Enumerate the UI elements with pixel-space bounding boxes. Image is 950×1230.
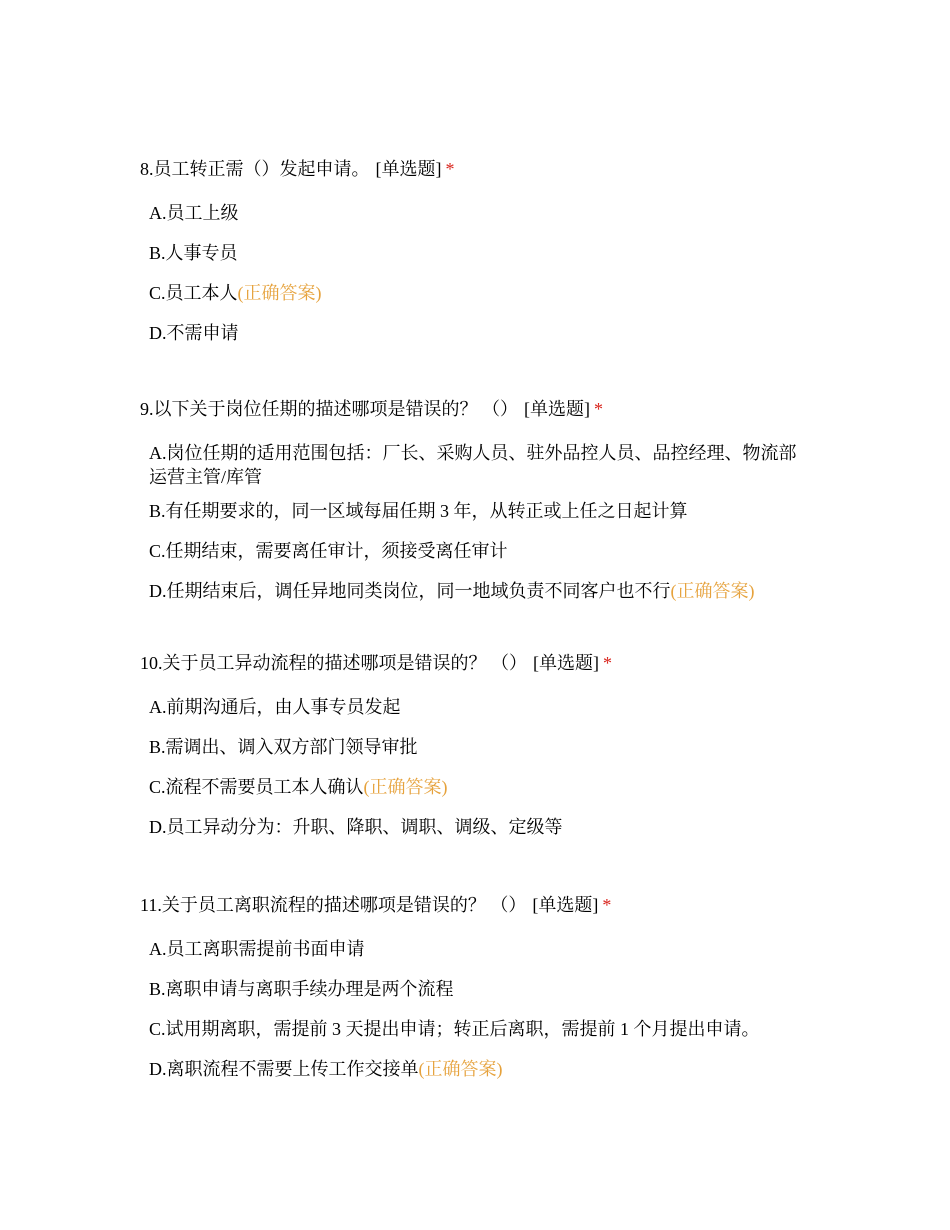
option-d[interactable] bbox=[149, 1057, 809, 1081]
required-mark: * bbox=[594, 399, 603, 419]
question-title bbox=[140, 397, 820, 421]
option-text: C.流程不需要员工本人确认 bbox=[149, 777, 364, 797]
question-text: 8.员工转正需（）发起申请。 bbox=[140, 159, 370, 179]
option-text: B.离职申请与离职手续办理是两个流程 bbox=[149, 979, 454, 999]
option-text: A.员工上级 bbox=[149, 203, 239, 223]
question-text: 10.关于员工异动流程的描述哪项是错误的？ （） bbox=[140, 653, 527, 673]
option-text: D.离职流程不需要上传工作交接单 bbox=[149, 1059, 419, 1079]
option-c[interactable] bbox=[149, 539, 809, 563]
required-mark: * bbox=[602, 895, 612, 915]
option-text: C.任期结束，需要离任审计，须接受离任审计 bbox=[149, 541, 508, 561]
option-a[interactable] bbox=[149, 441, 809, 489]
question-9 bbox=[140, 397, 820, 619]
option-text: D.任期结束后，调任异地同类岗位，同一地域负责不同客户也不行 bbox=[149, 581, 671, 601]
option-b[interactable] bbox=[149, 241, 809, 265]
option-text: D.不需申请 bbox=[149, 323, 239, 343]
option-c[interactable] bbox=[149, 1017, 809, 1041]
question-type-label: [单选题] bbox=[375, 159, 442, 179]
option-d[interactable] bbox=[149, 579, 809, 603]
option-text: A.员工离职需提前书面申请 bbox=[149, 939, 365, 959]
option-b[interactable] bbox=[149, 977, 809, 1001]
question-title bbox=[140, 157, 820, 181]
option-d[interactable] bbox=[149, 321, 809, 345]
option-c[interactable] bbox=[149, 775, 809, 799]
correct-answer-label: (正确答案) bbox=[363, 777, 448, 797]
option-c[interactable] bbox=[149, 281, 809, 305]
option-text: C.员工本人 bbox=[149, 283, 238, 303]
correct-answer-label: (正确答案) bbox=[237, 283, 322, 303]
option-b[interactable] bbox=[149, 499, 809, 523]
option-text: B.有任期要求的，同一区域每届任期 3 年，从转正或上任之日起计算 bbox=[149, 501, 688, 521]
question-type-label: [单选题] bbox=[532, 895, 599, 915]
question-type-label: [单选题] bbox=[524, 399, 590, 419]
option-text: A.岗位任期的适用范围包括：厂长、采购人员、驻外品控人员、品控经理、物流部运营主管/库管 bbox=[149, 443, 797, 487]
question-type-label: [单选题] bbox=[533, 653, 599, 673]
option-text: C.试用期离职，需提前 3 天提出申请；转正后离职，需提前 1 个月提出申请。 bbox=[149, 1019, 760, 1039]
option-d[interactable] bbox=[149, 815, 809, 839]
option-a[interactable] bbox=[149, 201, 809, 225]
option-text: D.员工异动分为：升职、降职、调职、调级、定级等 bbox=[149, 817, 563, 837]
required-mark: * bbox=[603, 653, 612, 673]
option-text: A.前期沟通后，由人事专员发起 bbox=[149, 697, 401, 717]
correct-answer-label: (正确答案) bbox=[418, 1059, 503, 1079]
question-11 bbox=[140, 893, 820, 1097]
option-b[interactable] bbox=[149, 735, 809, 759]
option-a[interactable] bbox=[149, 937, 809, 961]
option-text: B.人事专员 bbox=[149, 243, 238, 263]
question-title bbox=[140, 651, 820, 675]
question-10 bbox=[140, 651, 820, 855]
question-text: 11.关于员工离职流程的描述哪项是错误的？ （） bbox=[140, 895, 527, 915]
option-a[interactable] bbox=[149, 695, 809, 719]
question-8 bbox=[140, 157, 820, 361]
correct-answer-label: (正确答案) bbox=[670, 581, 755, 601]
option-text: B.需调出、调入双方部门领导审批 bbox=[149, 737, 418, 757]
required-mark: * bbox=[445, 159, 455, 179]
question-title bbox=[140, 893, 820, 917]
question-text: 9.以下关于岗位任期的描述哪项是错误的？ （） bbox=[140, 399, 518, 419]
